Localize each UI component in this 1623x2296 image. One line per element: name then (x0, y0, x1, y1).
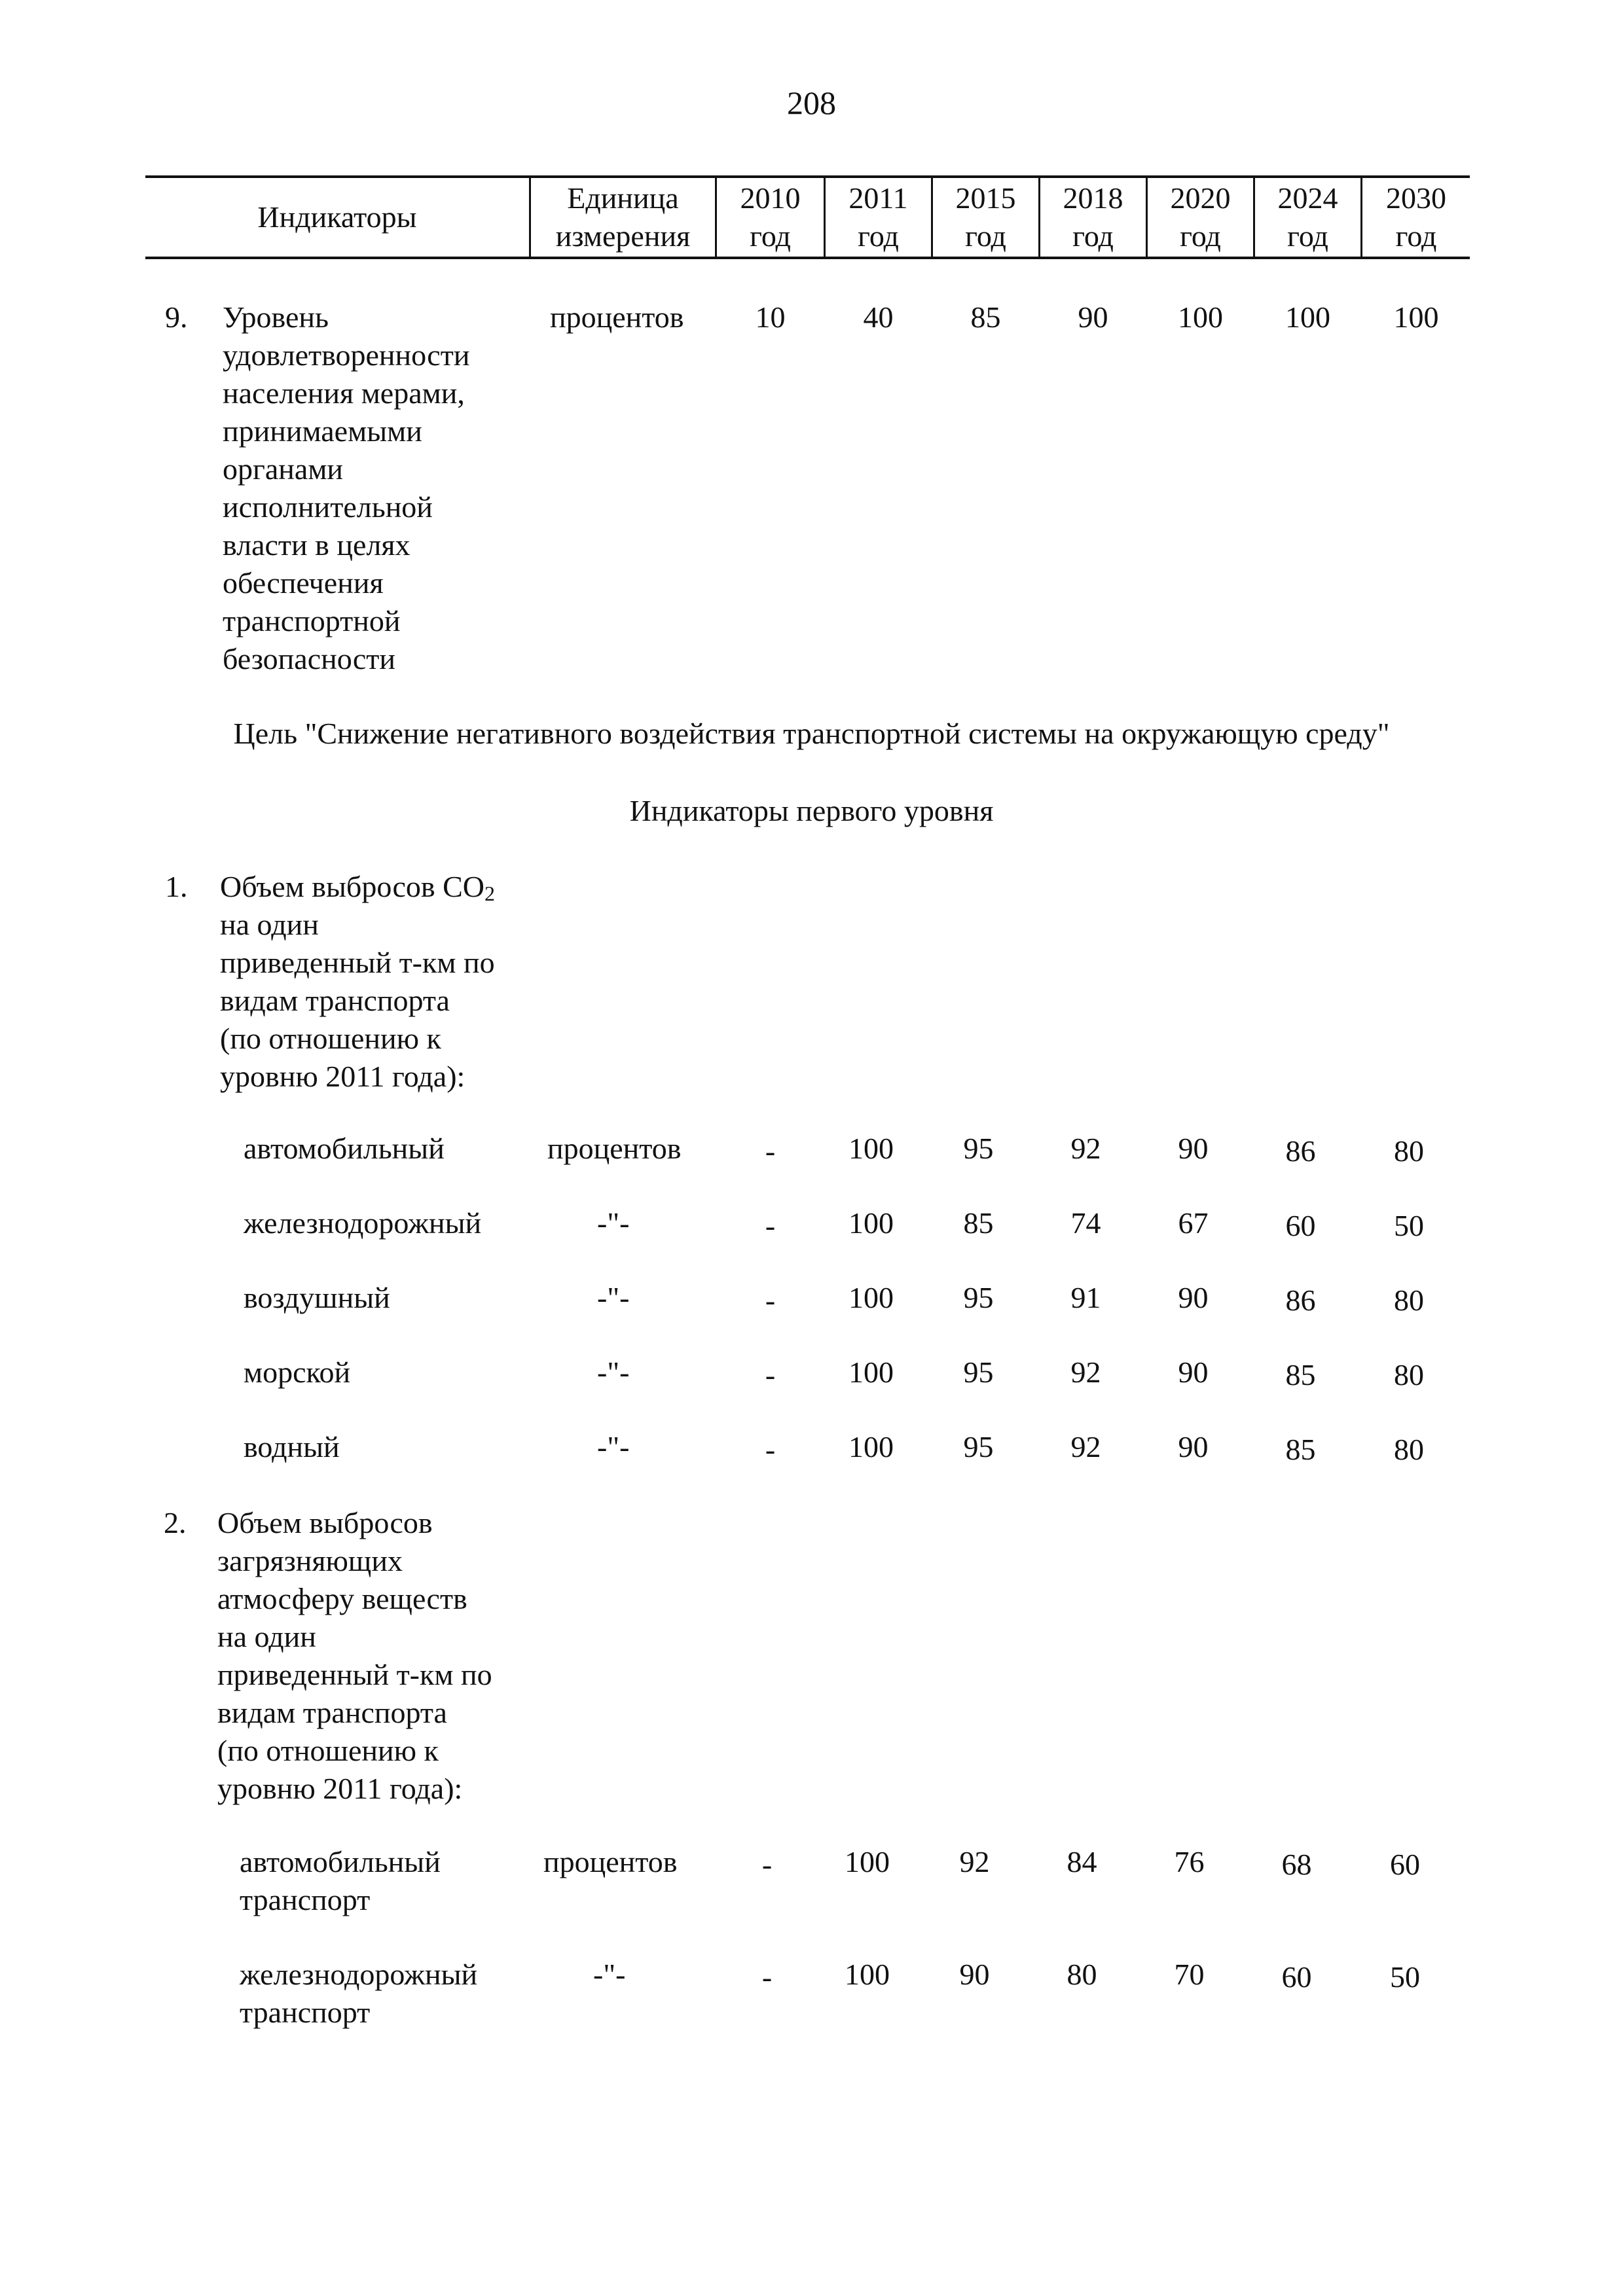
unit-cell: -"- (593, 1958, 626, 1991)
header-year-2011 (826, 178, 931, 257)
description-line: уровню 2011 года): (220, 1060, 465, 1093)
item-description (217, 1504, 492, 1808)
value-cell: - (765, 1134, 776, 1168)
header-year: 2020 (1170, 181, 1231, 215)
description-line: транспортной (223, 604, 401, 637)
description-line: власти в целях (223, 528, 410, 562)
value-cell: 86 (1285, 1283, 1316, 1317)
description-line: Уровень (223, 300, 329, 334)
description-line: атмосферу веществ (217, 1582, 467, 1615)
table-row (0, 1130, 1623, 1169)
description-line: Объем выбросов (217, 1506, 433, 1539)
value-cell: 68 (1281, 1848, 1312, 1881)
header-year-2024 (1255, 178, 1360, 257)
description-line: приведенный т-км по (217, 1658, 492, 1691)
row-name (240, 1843, 441, 1919)
unit-cell: процентов (550, 300, 684, 334)
description-line: (по отношению к (220, 1022, 441, 1055)
description-line: видам транспорта (217, 1696, 447, 1729)
value-cell: 40 (863, 300, 894, 334)
header-year-2030 (1362, 178, 1470, 257)
value-cell: 100 (848, 1132, 894, 1165)
value-cell: 92 (1070, 1430, 1101, 1463)
value-cell: 80 (1067, 1958, 1097, 1991)
description-line: на один (217, 1620, 316, 1653)
value-cell: 60 (1390, 1848, 1420, 1881)
item-number: 1. (165, 870, 188, 903)
row-name: автомобильный (244, 1132, 445, 1165)
description-line: исполнительной (223, 490, 433, 524)
value-cell: 90 (959, 1958, 990, 1991)
value-cell: 80 (1394, 1283, 1424, 1317)
value-cell: 80 (1394, 1433, 1424, 1466)
value-cell: 95 (963, 1281, 994, 1314)
unit-cell: -"- (597, 1281, 630, 1314)
value-cell: 100 (845, 1845, 890, 1878)
value-cell: 76 (1174, 1845, 1205, 1878)
header-year-label: год (750, 219, 791, 253)
value-cell: 100 (845, 1958, 890, 1991)
item-description (223, 298, 469, 678)
value-cell: 74 (1070, 1206, 1101, 1240)
header-unit-line2: измерения (555, 219, 691, 253)
header-year: 2015 (955, 181, 1016, 215)
value-cell: 84 (1067, 1845, 1097, 1878)
header-year: 2011 (848, 181, 908, 215)
description-line: приведенный т-км по (220, 946, 495, 979)
value-cell: 100 (848, 1355, 894, 1389)
value-cell: - (765, 1358, 776, 1391)
value-cell: 80 (1394, 1134, 1424, 1168)
row-name-line: железнодорожный (240, 1958, 478, 1991)
header-year-label: год (1287, 219, 1328, 253)
value-cell: 91 (1070, 1281, 1101, 1314)
row-name: воздушный (244, 1281, 390, 1314)
item-number: 9. (165, 300, 188, 334)
table-row (0, 1354, 1623, 1393)
row-name-line: транспорт (240, 1996, 371, 2029)
value-cell: 95 (963, 1430, 994, 1463)
item-number: 2. (164, 1506, 187, 1539)
description-line: населения мерами, (223, 376, 465, 410)
value-cell: 100 (848, 1206, 894, 1240)
value-cell: 80 (1394, 1358, 1424, 1391)
header-year: 2030 (1386, 181, 1446, 215)
description-line: на один (220, 908, 319, 941)
subscript: 2 (484, 882, 496, 905)
row-name (240, 1956, 477, 2032)
value-cell: - (761, 1848, 773, 1881)
description-line: органами (223, 452, 344, 486)
description-line: видам транспорта (220, 984, 450, 1017)
unit-cell: -"- (597, 1355, 630, 1389)
value-cell: 10 (755, 300, 786, 334)
header-year-2020 (1148, 178, 1253, 257)
header-year: 2024 (1277, 181, 1338, 215)
header-year-label: год (858, 219, 899, 253)
unit-cell: процентов (547, 1132, 682, 1165)
value-cell: 85 (1285, 1358, 1316, 1391)
unit-cell: -"- (597, 1430, 630, 1463)
value-cell: 50 (1394, 1209, 1424, 1242)
header-indicators: Индикаторы (257, 200, 417, 234)
value-cell: - (765, 1283, 776, 1317)
table-row (0, 1204, 1623, 1244)
description-line: удовлетворенности (223, 338, 470, 372)
description-line: загрязняющих (217, 1544, 403, 1577)
value-cell: 92 (959, 1845, 990, 1878)
header-year: 2018 (1063, 181, 1123, 215)
row-name-line: автомобильный (240, 1845, 441, 1878)
goal-heading: Цель "Снижение негативного воздействия транспортной системы на окружающую среду" (233, 717, 1390, 750)
value-cell: 67 (1178, 1206, 1209, 1240)
description-line (220, 868, 495, 906)
value-cell: 90 (1178, 1355, 1209, 1389)
value-cell: 85 (970, 300, 1001, 334)
value-cell: 90 (1178, 1281, 1209, 1314)
unit-cell: процентов (543, 1845, 678, 1878)
header-year: 2010 (740, 181, 801, 215)
header-year-label: год (1180, 219, 1221, 253)
value-cell: 100 (1285, 300, 1330, 334)
header-year-label: год (1395, 219, 1437, 253)
header-year-2010 (717, 178, 824, 257)
value-cell: 90 (1078, 300, 1108, 334)
value-cell: 95 (963, 1132, 994, 1165)
table-row (0, 1279, 1623, 1318)
row-name-line: транспорт (240, 1883, 371, 1916)
row-name: железнодорожный (244, 1206, 482, 1240)
value-cell: - (761, 1960, 773, 1994)
description-text: Объем выбросов CO (220, 870, 485, 903)
value-cell: 60 (1281, 1960, 1312, 1994)
row-name: водный (244, 1430, 340, 1463)
description-line: обеспечения (223, 566, 384, 600)
header-unit (531, 178, 715, 257)
value-cell: 100 (848, 1281, 894, 1314)
unit-cell: -"- (597, 1206, 630, 1240)
value-cell: - (765, 1433, 776, 1466)
table-row (0, 1843, 1623, 1922)
value-cell: 95 (963, 1355, 994, 1389)
item-description (220, 868, 495, 1096)
table-row (0, 1956, 1623, 2034)
value-cell: 90 (1178, 1132, 1209, 1165)
value-cell: 100 (1178, 300, 1223, 334)
description-line: уровню 2011 года): (217, 1772, 463, 1805)
row-name: морской (244, 1355, 351, 1389)
description-line: принимаемыми (223, 414, 422, 448)
header-year-label: год (965, 219, 1006, 253)
value-cell: 100 (848, 1430, 894, 1463)
value-cell: 92 (1070, 1355, 1101, 1389)
value-cell: 85 (963, 1206, 994, 1240)
header-year-2018 (1040, 178, 1146, 257)
value-cell: 86 (1285, 1134, 1316, 1168)
value-cell: 70 (1174, 1958, 1205, 1991)
description-line: безопасности (223, 642, 396, 675)
value-cell: 90 (1178, 1430, 1209, 1463)
page-number: 208 (787, 84, 836, 121)
header-rule-bottom (145, 257, 1470, 259)
section-subheading: Индикаторы первого уровня (629, 794, 994, 827)
description-line: (по отношению к (217, 1734, 439, 1767)
value-cell: 92 (1070, 1132, 1101, 1165)
value-cell: 85 (1285, 1433, 1316, 1466)
header-unit-line1: Единица (567, 181, 679, 215)
value-cell: 60 (1285, 1209, 1316, 1242)
table-row (0, 1428, 1623, 1467)
value-cell: - (765, 1209, 776, 1242)
header-year-label: год (1072, 219, 1114, 253)
value-cell: 100 (1393, 300, 1439, 334)
value-cell: 50 (1390, 1960, 1420, 1994)
header-year-2015 (933, 178, 1038, 257)
